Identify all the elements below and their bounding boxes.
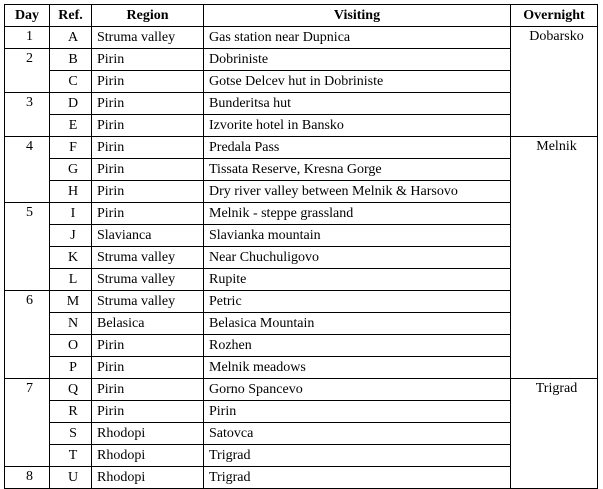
ref-cell: I	[50, 203, 92, 225]
ref-cell: L	[50, 269, 92, 291]
table-row	[5, 423, 598, 445]
visiting-cell: Belasica Mountain	[204, 313, 511, 335]
ref-cell: G	[50, 159, 92, 181]
ref-cell: R	[50, 401, 92, 423]
region-cell: Pirin	[92, 401, 204, 423]
ref-cell: A	[50, 27, 92, 49]
visiting-cell: Gorno Spancevo	[204, 379, 511, 401]
visiting-cell: Petric	[204, 291, 511, 313]
day-cell: 7	[5, 379, 50, 467]
ref-cell: O	[50, 335, 92, 357]
day-cell: 8	[5, 467, 50, 489]
table-row	[5, 27, 598, 49]
day-cell: 3	[5, 93, 50, 137]
ref-cell: T	[50, 445, 92, 467]
day-cell: 1	[5, 27, 50, 49]
region-cell: Pirin	[92, 49, 204, 71]
visiting-cell: Rozhen	[204, 335, 511, 357]
region-cell: Pirin	[92, 357, 204, 379]
table-row	[5, 335, 598, 357]
region-cell: Rhodopi	[92, 445, 204, 467]
table-row	[5, 269, 598, 291]
overnight-cell: Trigrad	[511, 379, 598, 489]
table-row	[5, 93, 598, 115]
region-cell: Rhodopi	[92, 467, 204, 489]
visiting-cell: Dry river valley between Melnik & Harsovo	[204, 181, 511, 203]
ref-cell: P	[50, 357, 92, 379]
region-cell: Struma valley	[92, 269, 204, 291]
ref-cell: H	[50, 181, 92, 203]
day-cell: 2	[5, 49, 50, 93]
region-cell: Struma valley	[92, 247, 204, 269]
day-cell: 5	[5, 203, 50, 291]
header-overnight: Overnight	[511, 5, 598, 27]
region-cell: Pirin	[92, 115, 204, 137]
ref-cell: Q	[50, 379, 92, 401]
table-row	[5, 225, 598, 247]
region-cell: Rhodopi	[92, 423, 204, 445]
table-row	[5, 137, 598, 159]
visiting-cell: Bunderitsa hut	[204, 93, 511, 115]
table-row	[5, 247, 598, 269]
region-cell: Struma valley	[92, 27, 204, 49]
ref-cell: U	[50, 467, 92, 489]
region-cell: Slavianca	[92, 225, 204, 247]
region-cell: Pirin	[92, 71, 204, 93]
region-cell: Pirin	[92, 335, 204, 357]
ref-cell: J	[50, 225, 92, 247]
itinerary-table	[4, 4, 598, 489]
ref-cell: F	[50, 137, 92, 159]
table-row	[5, 357, 598, 379]
table-row	[5, 49, 598, 71]
visiting-cell: Rupite	[204, 269, 511, 291]
header-ref: Ref.	[50, 5, 92, 27]
table-row	[5, 467, 598, 489]
visiting-cell: Satovca	[204, 423, 511, 445]
region-cell: Pirin	[92, 181, 204, 203]
visiting-cell: Dobriniste	[204, 49, 511, 71]
region-cell: Struma valley	[92, 291, 204, 313]
ref-cell: N	[50, 313, 92, 335]
ref-cell: K	[50, 247, 92, 269]
table-row	[5, 313, 598, 335]
region-cell: Belasica	[92, 313, 204, 335]
visiting-cell: Pirin	[204, 401, 511, 423]
day-cell: 4	[5, 137, 50, 203]
visiting-cell: Gas station near Dupnica	[204, 27, 511, 49]
visiting-cell: Izvorite hotel in Bansko	[204, 115, 511, 137]
ref-cell: E	[50, 115, 92, 137]
ref-cell: S	[50, 423, 92, 445]
header-row	[5, 5, 598, 27]
region-cell: Pirin	[92, 379, 204, 401]
visiting-cell: Tissata Reserve, Kresna Gorge	[204, 159, 511, 181]
visiting-cell: Trigrad	[204, 467, 511, 489]
overnight-cell: Melnik	[511, 137, 598, 379]
ref-cell: C	[50, 71, 92, 93]
region-cell: Pirin	[92, 137, 204, 159]
visiting-cell: Melnik - steppe grassland	[204, 203, 511, 225]
table-row	[5, 159, 598, 181]
visiting-cell: Melnik meadows	[204, 357, 511, 379]
table-row	[5, 71, 598, 93]
ref-cell: D	[50, 93, 92, 115]
region-cell: Pirin	[92, 93, 204, 115]
table-row	[5, 379, 598, 401]
table-row	[5, 291, 598, 313]
table-row	[5, 203, 598, 225]
header-region: Region	[92, 5, 204, 27]
visiting-cell: Gotse Delcev hut in Dobriniste	[204, 71, 511, 93]
table-row	[5, 401, 598, 423]
table-row	[5, 445, 598, 467]
visiting-cell: Near Chuchuligovo	[204, 247, 511, 269]
region-cell: Pirin	[92, 203, 204, 225]
visiting-cell: Predala Pass	[204, 137, 511, 159]
day-cell: 6	[5, 291, 50, 379]
overnight-cell: Dobarsko	[511, 27, 598, 137]
ref-cell: B	[50, 49, 92, 71]
header-visiting: Visiting	[204, 5, 511, 27]
visiting-cell: Trigrad	[204, 445, 511, 467]
region-cell: Pirin	[92, 159, 204, 181]
header-day: Day	[5, 5, 50, 27]
ref-cell: M	[50, 291, 92, 313]
table-row	[5, 181, 598, 203]
table-row	[5, 115, 598, 137]
visiting-cell: Slavianka mountain	[204, 225, 511, 247]
